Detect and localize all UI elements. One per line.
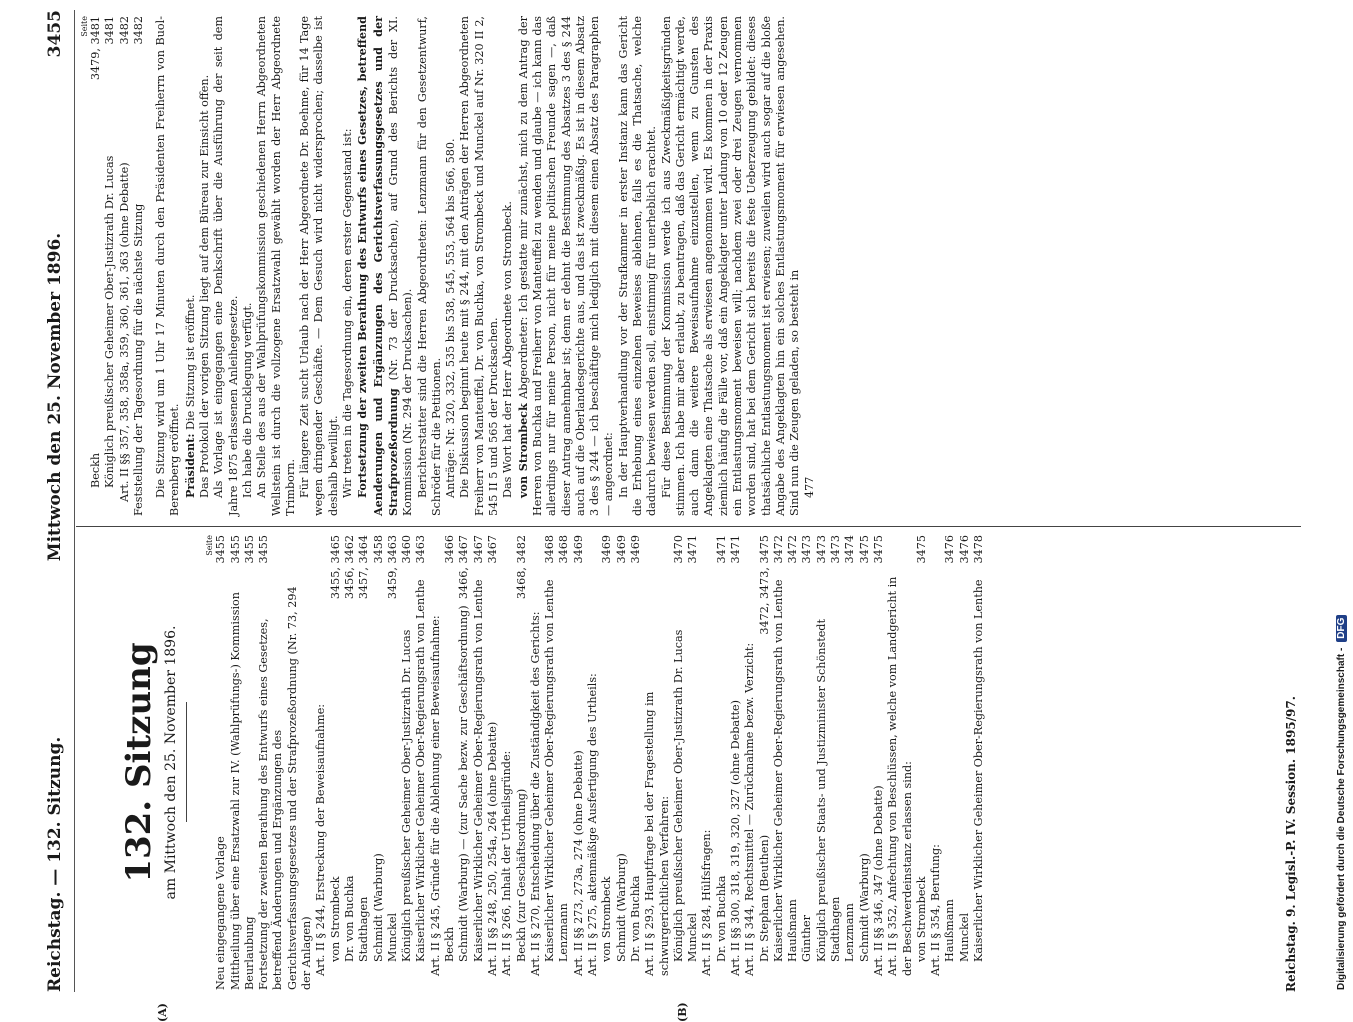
toc-entry-page: 3478 (972, 535, 986, 564)
toc-entry (972, 535, 986, 990)
toc-entry (929, 535, 943, 990)
toc-entry-page: 3455 (228, 535, 242, 564)
paragraph-text: 477 (802, 476, 816, 498)
toc-entry-text: Schmidt (Warburg) — (zur Sache bezw. zur Geschäftsordnung) (457, 605, 471, 962)
toc-entry (672, 535, 686, 990)
toc-entry-text: Art. II §§ 357, 358, 358a, 359, 360, 361, 363 (ohne Debatte) (117, 162, 131, 502)
toc-entry-page: 3481 (103, 16, 117, 45)
toc-entry (958, 535, 972, 990)
toc-entry-text: Königlich preußischer Geheimer Ober-Justizrath Dr. Lucas (400, 629, 414, 962)
minutes-paragraph (444, 16, 458, 516)
toc-entry-text: Kaiserlicher Wirklicher Geheimer Ober-Regierungsrath von Lenthe (471, 579, 485, 962)
toc-entry-text: Günther (800, 914, 814, 962)
toc-entry-page: 3455 (242, 535, 256, 564)
toc-entry-text: Schmidt (Warburg) (371, 853, 385, 962)
toc-entry-text: Munckel (686, 912, 700, 962)
toc-entry-page: 3471 (728, 535, 742, 564)
toc-entry-page: 3479, 3481 (89, 16, 102, 81)
minutes-paragraph (617, 16, 660, 516)
toc-entry (943, 535, 957, 990)
toc-entry-page: 3476 (943, 535, 957, 564)
margin-marker-b: (B) (676, 1002, 689, 1022)
minutes-paragraph (298, 16, 341, 516)
page-footer: Reichstag. 9. Legisl.-P. IV. Session. 1895/97. (1284, 696, 1298, 992)
toc-entry-page: 3455 (214, 535, 228, 564)
toc-entry-page: 3475 (857, 535, 871, 564)
toc-entry-text: Art. II § 245, Gründe für die Ablehnung einer Beweisaufnahme: (428, 615, 442, 976)
toc-entry-text: Munckel (957, 912, 971, 962)
paragraph-text: Die Sitzung ist eröffnet. (183, 294, 197, 430)
toc-entry-text: Lenzmann (843, 903, 857, 962)
toc-entry (472, 535, 486, 990)
toc-entry (743, 535, 757, 990)
table-of-contents (214, 535, 986, 990)
toc-entry-page: 3458 (371, 535, 385, 564)
toc-entry-text: Kaiserlicher Wirklicher Geheimer Ober-Regierungsrath von Lenthe (414, 579, 428, 962)
toc-entry (257, 535, 314, 990)
paragraph-text: Abgeordneter: Ich gestatte mir zunächst, mich zu dem Antrag der Herren von Buchka und Freiherr von Manteuffel zu wenden und glaube — ich kann das allerdings nur für meine Person, nicht für meine politischen Freunde sagen —, daß dieser Antrag annehmbar ist; denn er dehnt die Bestimmung des Absatzes 3 des § 244 auch auf die Oberlandesgerichte aus, und das ist zweckmäßig. Es ist in diesem Absatz 3 des § 244 — ich beschäftige mich lediglich mit diesem einen Absatz des Paragraphen — angeordnet: (516, 16, 616, 516)
toc-entry-page: 3473 (814, 535, 828, 564)
toc-entry-page: 3470 (671, 535, 685, 564)
toc-entry-page: 3468 (543, 535, 557, 564)
toc-entry-page: 3469 (614, 535, 628, 564)
toc-entry (815, 535, 829, 990)
toc-entry-text: Beckh (89, 452, 102, 488)
toc-entry (729, 535, 743, 990)
minutes-paragraph (660, 16, 803, 516)
digitization-text: Digitalisierung gefördert durch die Deutsche Forschungsgemeinschaft - (1336, 647, 1347, 990)
toc-entry-text: Stadthagen (829, 896, 843, 962)
minutes-paragraph (183, 16, 198, 516)
toc-entry-page: 3473 (829, 535, 843, 564)
toc-entry-page: 3469 (571, 535, 585, 564)
toc-entry-text: Königlich preußischer Geheimer Ober-Justizrath Dr. Lucas (103, 155, 117, 488)
toc-entry-page: 3472 (786, 535, 800, 564)
toc-entry-text: Königlich preußischer Geheimer Ober-Justizrath Dr. Lucas (671, 629, 685, 962)
toc-entry-page: 3474 (843, 535, 857, 564)
paragraph-text: In der Hauptverhandlung vor der Strafkammer in erster Instanz kann das Gericht die Erhebung eines einzelnen Beweises ablehnen, falls es die Thatsache, welche dadurch bewiesen werden soll, einstimmig für unerheblich erachtet. (616, 16, 659, 516)
toc-entry-page: 3472 (771, 535, 785, 564)
toc-entry (314, 535, 328, 990)
session-minutes (154, 16, 817, 516)
toc-entry (786, 535, 800, 990)
toc-entry-page: 3459, 3463 (385, 535, 399, 600)
toc-entry (457, 535, 471, 990)
minutes-paragraph (516, 16, 617, 516)
header-page-number: 3455 (44, 10, 65, 58)
minutes-paragraph (212, 16, 241, 516)
toc-entry (243, 535, 257, 990)
toc-entry-text: Art. II § 352, Anfechtung von Beschlüssen, welche vom Landgericht in der Beschwerdeinstanz erlassen sind: (886, 576, 914, 976)
toc-entry-text: Art. II § 344, Rechtsmittel — Zurücknahme bezw. Verzicht: (743, 642, 757, 976)
toc-entry-text: Neu eingegangene Vorlage (214, 836, 228, 990)
toc-entry (443, 535, 457, 990)
toc-entry-page: 3473 (800, 535, 814, 564)
toc-entry-page: 3482 (117, 16, 131, 45)
toc-entry-text: Schmidt (Warburg) (614, 853, 628, 962)
right-column (80, 16, 817, 516)
toc-entry (686, 535, 700, 990)
toc-entry-text: Art. II §§ 273, 273a, 274 (ohne Debatte) (571, 750, 585, 976)
toc-entry (89, 16, 103, 516)
toc-entry (829, 535, 843, 990)
toc-entry-text: Kaiserlicher Wirklicher Geheimer Ober-Regierungsrath von Lenthe (543, 579, 557, 962)
toc-entry-text: Art. II § 270, Entscheidung über die Zuständigkeit des Gerichts: (528, 611, 542, 976)
toc-entry-text: Art. II § 275, aktenmäßige Ausfertigung des Urtheils: (586, 673, 600, 976)
toc-entry (843, 535, 857, 990)
toc-entry (615, 535, 629, 990)
toc-entry-page: 3476 (957, 535, 971, 564)
minutes-paragraph (458, 16, 501, 516)
digitization-note (1336, 10, 1347, 990)
toc-entry-text: Kaiserlicher Wirklicher Geheimer Ober-Regierungsrath von Lenthe (771, 579, 785, 962)
header-left: Reichstag. — 132. Sitzung. (44, 736, 65, 992)
toc-entry (586, 535, 600, 990)
toc-entry-text: Beckh (zur Geschäftsordnung) (514, 788, 528, 962)
toc-entry (715, 535, 729, 990)
minutes-paragraph (241, 16, 255, 516)
toc-entry-text: Art. II § 293, Hauptfrage bei der Fragestellung im schwurgerichtlichen Verfahren: (643, 691, 671, 976)
paragraph-text: Für diese Bestimmung der Kommission werde ich aus Zweckmäßigkeitsgründen stimmen. Ich habe mir aber erlaubt, zu beantragen, daß das Gericht ermächtigt werde, auch dann die weitere Beweisaufnahme einzustellen, wenn zu Gunsten des Angeklagten eine Thatsache als erwiesen angenommen wird. Es kommen in der Praxis ziemlich häufig die Fälle vor, daß ein Angeklagter unter Ladung von 10 oder 12 Zeugen ein Entlastungsmoment beweisen will; nachdem zwei oder drei Zeugen vernommen worden sind, hat bei dem Gericht sich bereits die feste Ueberzeugung gebildet: dieses thatsächliche Entlastungsmoment ist erwiesen; zuweilen wird auch sogar auf die bloße Angabe des Angeklagten hin ein solches Entlastungsmoment für erwiesen angesehen. Sind nun die Zeugen geladen, so besteht in (659, 16, 802, 516)
paragraph-text: An Stelle des aus der Wahlprüfungskommission geschiedenen Herrn Abgeordneten Wellstein ist durch die vollzogene Ersatzwahl gewählt worden der Herr Abgeordnete Trimborn. (255, 16, 297, 516)
scanned-page (36, 0, 1316, 1022)
toc-entry-page: 3475 (871, 535, 885, 564)
toc-entry-page: 3469 (628, 535, 642, 564)
toc-entry-page: 3471 (714, 535, 728, 564)
paragraph-text: Wir treten in die Tagesordnung ein, deren erster Gegenstand ist: (341, 128, 355, 498)
minutes-paragraph (198, 16, 212, 516)
toc-entry-text: Art. II § 284, Hülfsfragen: (700, 829, 714, 976)
seite-label-right: Seite (80, 16, 89, 37)
toc-entry (543, 535, 557, 990)
minutes-paragraph (154, 16, 183, 516)
seite-label: Seite (205, 535, 215, 556)
toc-entry (643, 535, 672, 990)
toc-entry-text: Art. II § 266, Inhalt der Urtheilsgründe: (500, 750, 514, 976)
toc-entry-page: 3469 (600, 535, 614, 564)
paragraph-text: Ich habe die Drucklegung verfügt. (240, 302, 254, 498)
toc-entry (329, 535, 343, 990)
toc-entry (572, 535, 586, 990)
toc-entry-text: Art. II §§ 346, 347 (ohne Debatte) (871, 785, 885, 976)
toc-entry (515, 535, 529, 990)
toc-entry (386, 535, 400, 990)
toc-continuation (89, 16, 146, 516)
toc-entry-text: Munckel (385, 912, 399, 962)
toc-entry (858, 535, 872, 990)
toc-entry (357, 535, 371, 990)
paragraph-text: (Nr. 73 der Drucksachen), auf Grund des Berichts der XI. Kommission (Nr. 294 der Drucksachen). (386, 16, 415, 516)
toc-entry (500, 535, 514, 990)
toc-entry-page: 3463 (414, 535, 428, 564)
toc-entry-page: 3472, 3473, 3475 (757, 535, 771, 635)
toc-entry (486, 535, 500, 990)
toc-entry-text: Art. II § 244, Erstreckung der Beweisaufnahme: (314, 703, 328, 976)
toc-entry-page: 3467 (485, 535, 499, 564)
toc-entry-text: Fortsetzung der zweiten Berathung des Entwurfs eines Gesetzes, betreffend Änderungen und Ergänzungen des Gerichtsverfassungsgesetzes und der Strafprozeßordnung (Nr. 73, 294 der Anlagen) (257, 586, 314, 990)
toc-entry-text: Dr. von Buchka (628, 875, 642, 962)
paragraph-text: Das Protokoll der vorigen Sitzung liegt auf dem Büreau zur Einsicht offen. (198, 74, 212, 498)
toc-entry (132, 16, 146, 516)
minutes-paragraph (355, 16, 415, 516)
toc-entry-text: Art. II §§ 248, 250, 254a, 264 (ohne Debatte) (485, 721, 499, 976)
paragraph-bold-lead: Präsident: (182, 433, 197, 498)
paragraph-text: Die Diskussion beginnt heute mit § 244, mit den Anträgen der Herren Abgeordneten Freiherr von Manteuffel, Dr. von Buchka, von Strombeck und Munckel auf Nr. 320 II 2, 545 II 5 und 565 der Drucksachen. (458, 16, 501, 516)
toc-entry (758, 535, 772, 990)
toc-entry (529, 535, 543, 990)
paragraph-text: Die Sitzung wird um 1 Uhr 17 Minuten durch den Präsidenten Freiherrn von Buol-Berenberg eröffnet. (154, 16, 182, 516)
header-date: Mittwoch den 25. November 1896. (44, 232, 65, 562)
toc-entry-text: von Strombeck (328, 876, 342, 962)
dfg-logo: DFG (1336, 615, 1347, 642)
left-column (80, 535, 986, 990)
toc-entry (557, 535, 571, 990)
paragraph-text: Als Vorlage ist eingegangen eine Denkschrift über die Ausführung der seit dem Jahre 1875 erlassenen Anleihegesetze. (212, 16, 240, 516)
toc-entry-text: Haußmann (943, 899, 957, 962)
toc-entry-page: 3457, 3464 (357, 535, 371, 600)
title-rule (186, 703, 187, 823)
toc-entry-text: Lenzmann (557, 903, 571, 962)
toc-entry-text: Dr. Stephan (Beuthen) (757, 834, 771, 962)
paragraph-bold-lead: Fortsetzung der zweiten Berathung des Entwurfs eines Gesetzes, betreffend Aenderungen und Ergänzungen des Gerichtsverfassungsgesetzes und der Strafprozeßordnung (355, 16, 400, 516)
minutes-paragraph (416, 16, 445, 516)
toc-entry (343, 535, 357, 990)
toc-entry-text: Dr. von Buchka (342, 875, 356, 962)
toc-entry (600, 535, 614, 990)
toc-entry (800, 535, 814, 990)
column-divider (76, 526, 1301, 527)
toc-entry-text: Art. II §§ 300, 318, 319, 320, 327 (ohne Debatte) (728, 699, 742, 976)
toc-entry-text: Beurlaubung (242, 916, 256, 990)
toc-entry-text: Kaiserlicher Wirklicher Geheimer Ober-Regierungsrath von Lenthe (972, 579, 986, 962)
toc-entry-page: 3460 (400, 535, 414, 564)
session-date: am Mittwoch den 25. November 1896. (163, 625, 179, 900)
toc-entry-text: Art. II § 354, Berufung: (929, 844, 943, 976)
toc-entry-page: 3466, 3467 (457, 535, 471, 600)
toc-entry (229, 535, 243, 990)
minutes-paragraph (501, 16, 515, 516)
toc-entry (372, 535, 386, 990)
toc-entry (214, 535, 228, 990)
minutes-paragraph (803, 16, 817, 516)
toc-entry (772, 535, 786, 990)
paragraph-text: Berichterstatter sind die Herren Abgeordneten: Lenzmann für den Gesetzentwurf, Schröder für die Petitionen. (415, 16, 443, 516)
toc-entry-text: von Strombeck (914, 876, 928, 962)
toc-entry-text: Mittheilung über eine Ersatzwahl zur IV. (Wahlprüfungs-) Kommission (228, 592, 242, 990)
paragraph-text: Das Wort hat der Herr Abgeordnete von Strombeck. (501, 201, 515, 498)
margin-marker-a: (A) (156, 1003, 169, 1022)
toc-entry-page: 3468 (557, 535, 571, 564)
toc-entry (103, 16, 117, 516)
toc-entry-text: Feststellung der Tagesordnung für die nächste Sitzung (131, 203, 145, 516)
toc-entry (429, 535, 443, 990)
toc-entry-text: Königlich preußischer Staats- und Justizminister Schönstedt (814, 619, 828, 962)
toc-entry (629, 535, 643, 990)
toc-entry-text: Dr. von Buchka (714, 875, 728, 962)
toc-entry-page: 3482 (131, 16, 145, 45)
toc-entry (414, 535, 428, 990)
toc-entry-page: 3466 (443, 535, 457, 564)
minutes-paragraph (341, 16, 355, 516)
toc-entry-page: 3455 (257, 535, 271, 564)
toc-entry-page: 3468, 3482 (514, 535, 528, 600)
toc-entry-text: Haußmann (786, 899, 800, 962)
toc-entry-text: von Strombeck (600, 876, 614, 962)
minutes-paragraph (255, 16, 298, 516)
toc-entry-page: 3456, 3462 (342, 535, 356, 600)
running-header (40, 10, 75, 992)
toc-entry-text: Schmidt (Warburg) (857, 853, 871, 962)
toc-entry (700, 535, 714, 990)
toc-entry-page: 3471 (686, 535, 700, 564)
toc-entry (400, 535, 414, 990)
paragraph-text: Für längere Zeit sucht Urlaub nach der Herr Abgeordnete Dr. Boehme, für 14 Tage wegen dringender Geschäfte. — Dem Gesuch wird nicht widersprochen; dasselbe ist deshalb bewilligt. (298, 16, 340, 516)
toc-entry (118, 16, 132, 516)
toc-entry-text: Stadthagen (357, 896, 371, 962)
paragraph-text: Anträge: Nr. 320, 332, 535 bis 538, 545, 553, 564 bis 566, 580. (444, 138, 458, 498)
toc-entry-page: 3475 (914, 535, 928, 564)
toc-entry-text: Beckh (443, 926, 457, 962)
toc-entry-page: 3467 (471, 535, 485, 564)
toc-entry (886, 535, 915, 990)
toc-entry-page: 3455, 3465 (328, 535, 342, 600)
toc-entry (915, 535, 929, 990)
session-title: 132. Sitzung (119, 642, 159, 883)
paragraph-bold-lead: von Strombeck (515, 403, 530, 498)
toc-entry (872, 535, 886, 990)
